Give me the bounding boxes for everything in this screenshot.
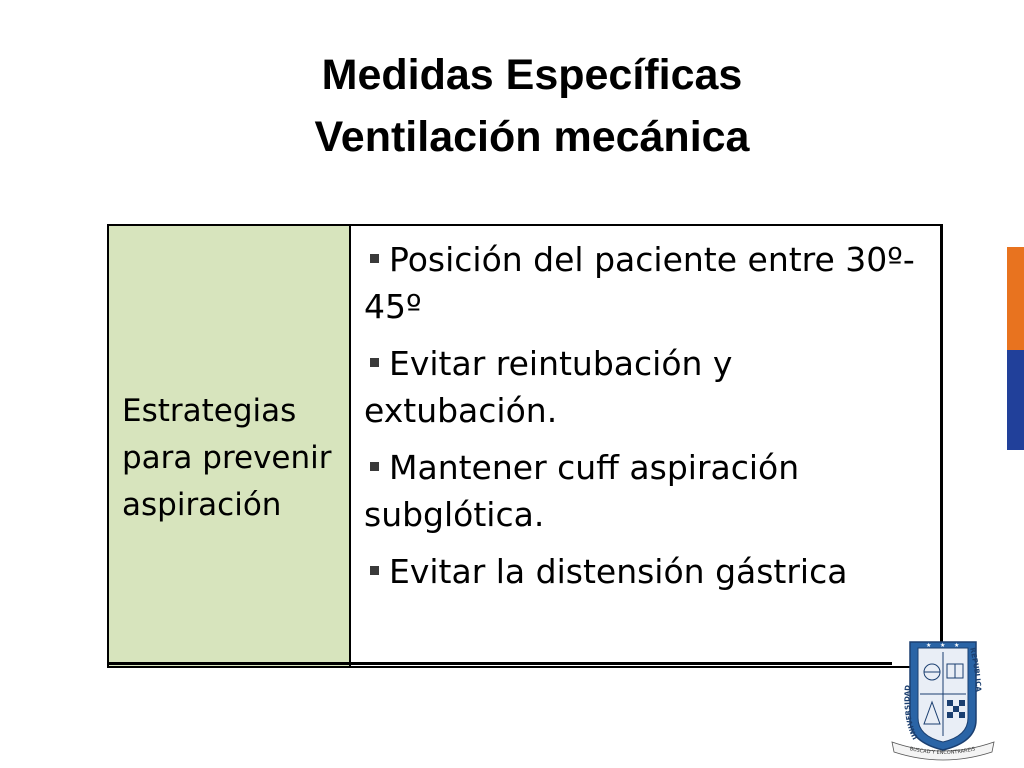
svg-text:UNIVERSIDAD: UNIVERSIDAD xyxy=(903,684,920,741)
slide-title xyxy=(0,44,1024,168)
svg-text:★: ★ xyxy=(926,642,932,649)
square-bullet-icon xyxy=(370,358,379,367)
list-item-text: Evitar reintubación y extubación. xyxy=(364,344,733,430)
table-left-cell xyxy=(109,226,351,666)
left-cell-text: Estrategias para prevenir aspiración xyxy=(122,393,332,523)
list-item-text: Evitar la distensión gástrica xyxy=(389,552,848,591)
table-right-cell xyxy=(351,226,940,666)
square-bullet-icon xyxy=(370,254,379,263)
title-line-1: Medidas Específicas xyxy=(321,51,743,99)
square-bullet-icon xyxy=(370,566,379,575)
svg-text:BUSCAD Y ENCONTRAREIS: BUSCAD Y ENCONTRAREIS xyxy=(909,746,976,757)
svg-text:★: ★ xyxy=(940,642,946,649)
title-line-2: Ventilación mecánica xyxy=(314,113,750,161)
list-item-text: Posición del paciente entre 30º- 45º xyxy=(364,240,915,326)
svg-text:★: ★ xyxy=(954,642,960,649)
list-item xyxy=(364,548,932,595)
university-seal-logo xyxy=(888,638,998,766)
list-item-text: Mantener cuff aspiración subglótica. xyxy=(364,448,800,534)
list-item xyxy=(364,444,932,538)
list-item xyxy=(364,236,932,330)
table-bottom-rule xyxy=(107,662,892,665)
accent-bar-orange xyxy=(1007,247,1024,350)
strategy-table xyxy=(107,224,946,668)
square-bullet-icon xyxy=(370,462,379,471)
accent-bar-blue xyxy=(1007,350,1024,450)
svg-text:REPUBLICA: REPUBLICA xyxy=(968,646,983,693)
list-item xyxy=(364,340,932,434)
